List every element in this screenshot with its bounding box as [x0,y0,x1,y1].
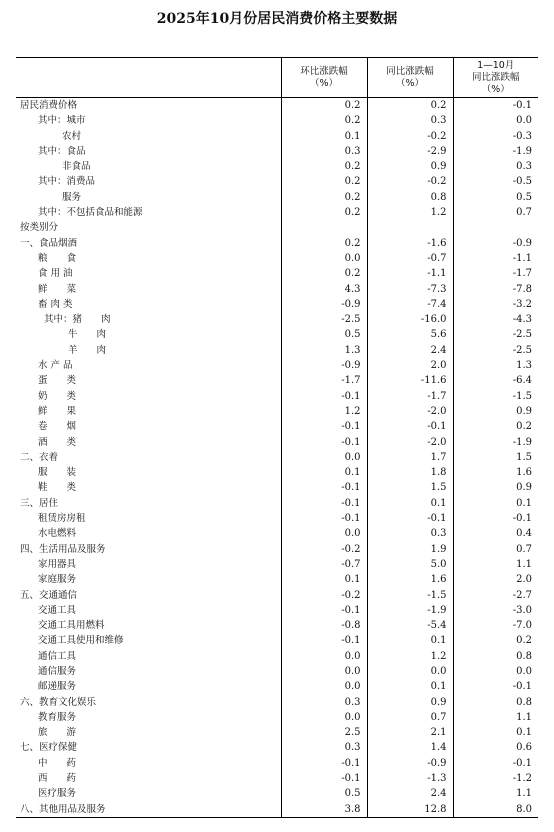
table-row [16,496,538,511]
row-label: 教育服务 [38,711,77,723]
row-label: 一、食品烟酒 [20,237,78,249]
cell-mom: 3.8 [281,802,367,818]
cell-mom: 0.0 [281,251,367,266]
cell-ytd: 8.0 [453,802,538,818]
cell-yoy: 1.4 [367,740,453,755]
cell-yoy: 0.9 [367,159,453,174]
row-label: 租赁房房租 [38,513,86,525]
cell-mom: -0.1 [281,480,367,495]
row-label: 邮递服务 [38,681,77,693]
cell-ytd: -7.0 [453,618,538,633]
cell-mom: -0.1 [281,771,367,786]
row-label: 家用器具 [38,558,77,570]
table-row [16,557,538,572]
cell-mom: -0.1 [281,389,367,404]
table-row [16,205,538,220]
table-row [16,220,538,235]
cell-mom: 0.5 [281,327,367,342]
cell-ytd: 0.8 [453,695,538,710]
row-label: 五、交通通信 [20,589,78,601]
row-label: 其中：食品 [38,145,86,157]
cell-ytd: 0.1 [453,496,538,511]
cell-mom: 0.2 [281,159,367,174]
cell-ytd: 0.7 [453,205,538,220]
table-row [16,633,538,648]
cell-mom: 4.3 [281,282,367,297]
row-label: 牛 肉 [68,329,107,341]
cell-ytd: 1.1 [453,710,538,725]
cell-mom: 0.2 [281,236,367,251]
row-label: 二、衣着 [20,451,59,463]
cell-ytd: 0.4 [453,526,538,541]
row-label: 西 药 [38,773,77,785]
cell-ytd: 0.0 [453,664,538,679]
row-label: 农村 [62,130,82,142]
cell-mom: 0.1 [281,465,367,480]
cell-yoy: 5.6 [367,327,453,342]
row-label: 卷 烟 [38,421,77,433]
cell-mom: 0.5 [281,786,367,801]
cell-yoy: 1.5 [367,480,453,495]
row-label: 六、教育文化娱乐 [20,696,97,708]
cell-mom [281,220,367,235]
cell-ytd: -1.7 [453,266,538,281]
table-row [16,572,538,587]
table-row [16,435,538,450]
row-label: 居民消费价格 [20,100,78,111]
cell-mom: -0.1 [281,603,367,618]
cell-ytd: -6.4 [453,373,538,388]
cell-mom: -1.7 [281,373,367,388]
table-row [16,236,538,251]
row-label: 粮 食 [38,252,77,264]
row-label: 交通工具使用和维修 [38,635,124,647]
cell-ytd: -0.9 [453,236,538,251]
cell-ytd: 1.3 [453,358,538,373]
table-row [16,618,538,633]
page-title: 2025年10月份居民消费价格主要数据 [156,11,398,27]
row-label: 交通工具 [38,604,77,616]
row-label: 鲜 果 [38,405,77,417]
table-row [16,649,538,664]
table-row [16,664,538,679]
row-label: 其中：猪 肉 [44,314,111,326]
cell-ytd: -2.5 [453,327,538,342]
table-row [16,542,538,557]
cell-ytd: -2.7 [453,588,538,603]
table-row [16,144,538,159]
cell-yoy: 1.6 [367,572,453,587]
cell-yoy: 12.8 [367,802,453,818]
cell-yoy: 0.0 [367,664,453,679]
cell-ytd: 0.9 [453,480,538,495]
row-label: 交通工具用燃料 [38,620,105,632]
cell-mom: -0.1 [281,511,367,526]
cell-yoy: -1.3 [367,771,453,786]
table-row [16,710,538,725]
cell-yoy: 0.3 [367,526,453,541]
row-label: 蛋 类 [38,375,77,387]
row-label: 通信工具 [38,650,77,662]
cell-yoy: -0.2 [367,174,453,189]
table-row [16,373,538,388]
cell-ytd: -0.5 [453,174,538,189]
cell-yoy: -2.0 [367,435,453,450]
row-label: 其中：不包括食品和能源 [38,207,143,219]
cell-ytd: -1.1 [453,251,538,266]
cell-mom: 0.2 [281,174,367,189]
cell-yoy: 0.1 [367,633,453,648]
table-row [16,603,538,618]
cell-yoy [367,220,453,235]
cell-yoy: 2.4 [367,343,453,358]
cell-ytd: 1.6 [453,465,538,480]
row-label: 畜 肉 类 [38,298,73,310]
row-label: 按类别分 [20,222,59,234]
cell-yoy: -2.9 [367,144,453,159]
cell-yoy: 0.2 [367,98,453,114]
table-row [16,588,538,603]
cell-yoy: 1.2 [367,205,453,220]
row-label: 食 用 油 [38,268,73,280]
cell-ytd: -2.5 [453,343,538,358]
cpi-table [16,57,538,818]
cell-ytd: 0.8 [453,649,538,664]
cell-mom: -0.2 [281,588,367,603]
header-yoy: 同比涨跌幅 （%） [367,58,453,98]
cell-yoy: -5.4 [367,618,453,633]
cell-mom: 2.5 [281,725,367,740]
table-row [16,98,538,114]
cell-ytd: -7.8 [453,282,538,297]
cell-yoy: 2.4 [367,786,453,801]
cell-mom: 0.3 [281,144,367,159]
cell-yoy: -1.9 [367,603,453,618]
cell-mom: -2.5 [281,312,367,327]
table-row [16,450,538,465]
cell-yoy: -1.7 [367,389,453,404]
row-label: 通信服务 [38,665,77,677]
cell-ytd: -1.9 [453,144,538,159]
table-row [16,251,538,266]
table-row [16,266,538,281]
cell-mom: 0.2 [281,113,367,128]
table-row [16,725,538,740]
cell-ytd: 0.1 [453,725,538,740]
row-label: 四、生活用品及服务 [20,543,106,555]
cell-ytd: -1.5 [453,389,538,404]
cell-ytd: -1.2 [453,771,538,786]
cell-yoy: 0.1 [367,679,453,694]
cell-mom: 0.2 [281,190,367,205]
table-row [16,358,538,373]
row-label: 八、其他用品及服务 [16,802,281,818]
cell-yoy: 1.8 [367,465,453,480]
cell-ytd: -3.2 [453,297,538,312]
cell-ytd: -0.1 [453,511,538,526]
cell-mom: -0.9 [281,358,367,373]
table-row [16,511,538,526]
table-row [16,312,538,327]
cell-ytd: 1.1 [453,786,538,801]
cell-mom: -0.1 [281,435,367,450]
table-header-row [16,58,538,98]
cell-yoy: -7.3 [367,282,453,297]
table-row [16,756,538,771]
table-row [16,327,538,342]
cell-ytd: 0.2 [453,419,538,434]
cell-ytd [453,220,538,235]
row-label: 中 药 [38,757,77,769]
cell-ytd: 0.2 [453,633,538,648]
cell-mom: 0.2 [281,98,367,114]
row-label: 鞋 类 [38,482,77,494]
table-row [16,129,538,144]
cell-mom: -0.2 [281,542,367,557]
cell-mom: -0.1 [281,633,367,648]
table-row [16,771,538,786]
cell-mom: 0.2 [281,205,367,220]
cell-ytd: 2.0 [453,572,538,587]
cell-yoy: -0.2 [367,129,453,144]
row-label: 家庭服务 [38,574,77,586]
cell-yoy: 0.1 [367,496,453,511]
cell-mom: -0.7 [281,557,367,572]
cell-ytd: 0.6 [453,740,538,755]
cell-mom: 0.0 [281,450,367,465]
table-row [16,297,538,312]
header-blank [16,58,281,98]
cell-mom: 0.0 [281,649,367,664]
cell-yoy: -1.1 [367,266,453,281]
cell-ytd: 1.1 [453,557,538,572]
row-label: 旅 游 [38,727,77,739]
cell-mom: 0.1 [281,572,367,587]
cell-yoy: 2.0 [367,358,453,373]
table-row [16,679,538,694]
table-row [16,786,538,801]
row-label: 羊 肉 [68,344,107,356]
row-label: 三、居住 [20,497,59,509]
cell-yoy: -11.6 [367,373,453,388]
header-ytd: 1—10月 同比涨跌幅 （%） [453,58,538,98]
cell-yoy: -7.4 [367,297,453,312]
cell-ytd: 0.5 [453,190,538,205]
cell-yoy: 5.0 [367,557,453,572]
row-label: 非食品 [62,161,91,173]
cell-ytd: 0.7 [453,542,538,557]
cell-yoy: 1.2 [367,649,453,664]
table-row [16,480,538,495]
cell-yoy: -0.1 [367,419,453,434]
table-row [16,343,538,358]
cell-ytd: -4.3 [453,312,538,327]
row-label: 服务 [62,191,82,203]
cell-mom: 0.0 [281,664,367,679]
cell-mom: 0.3 [281,740,367,755]
row-label: 鲜 菜 [38,283,77,295]
cell-ytd: -0.1 [453,756,538,771]
table-body [16,98,538,818]
cell-yoy: -0.9 [367,756,453,771]
cell-yoy: 0.9 [367,695,453,710]
table-row [16,802,538,818]
cell-yoy: -1.6 [367,236,453,251]
cell-ytd: -0.1 [453,98,538,114]
cell-yoy: -16.0 [367,312,453,327]
row-label: 奶 类 [38,390,77,402]
table-row [16,159,538,174]
table-row [16,389,538,404]
cell-mom: -0.1 [281,756,367,771]
cell-ytd: -1.9 [453,435,538,450]
cell-mom: 1.3 [281,343,367,358]
cell-mom: 0.2 [281,266,367,281]
cell-ytd: -0.3 [453,129,538,144]
table-row [16,174,538,189]
row-label: 服 装 [38,467,77,479]
cell-ytd: -3.0 [453,603,538,618]
cell-yoy: 0.3 [367,113,453,128]
row-label: 水电燃料 [38,528,77,540]
cell-yoy: -0.1 [367,511,453,526]
row-label: 酒 类 [38,436,77,448]
cell-ytd: 0.0 [453,113,538,128]
row-label: 医疗服务 [38,788,77,800]
cell-ytd: 1.5 [453,450,538,465]
cell-yoy: -1.5 [367,588,453,603]
cell-mom: 1.2 [281,404,367,419]
cell-mom: -0.9 [281,297,367,312]
cell-mom: 0.1 [281,129,367,144]
table-row [16,695,538,710]
table-row [16,740,538,755]
row-label: 水 产 品 [38,360,73,372]
cell-mom: -0.8 [281,618,367,633]
table-row [16,113,538,128]
cell-mom: 0.3 [281,695,367,710]
cell-yoy: 1.9 [367,542,453,557]
cell-ytd: -0.1 [453,679,538,694]
table-row [16,526,538,541]
cell-ytd: 0.3 [453,159,538,174]
table-row [16,404,538,419]
cell-mom: -0.1 [281,496,367,511]
cell-yoy: -0.7 [367,251,453,266]
cell-mom: 0.0 [281,526,367,541]
cell-mom: 0.0 [281,710,367,725]
cell-ytd: 0.9 [453,404,538,419]
row-label: 七、医疗保健 [20,742,78,754]
table-row [16,465,538,480]
table-row [16,282,538,297]
row-label: 其中：城市 [38,115,86,127]
cell-yoy: 2.1 [367,725,453,740]
cell-yoy: 0.7 [367,710,453,725]
cell-yoy: 0.8 [367,190,453,205]
row-label: 其中：消费品 [38,176,96,188]
cell-yoy: -2.0 [367,404,453,419]
header-mom: 环比涨跌幅 （%） [281,58,367,98]
cell-mom: -0.1 [281,419,367,434]
cell-mom: 0.0 [281,679,367,694]
table-row [16,419,538,434]
cell-yoy: 1.7 [367,450,453,465]
table-row [16,190,538,205]
